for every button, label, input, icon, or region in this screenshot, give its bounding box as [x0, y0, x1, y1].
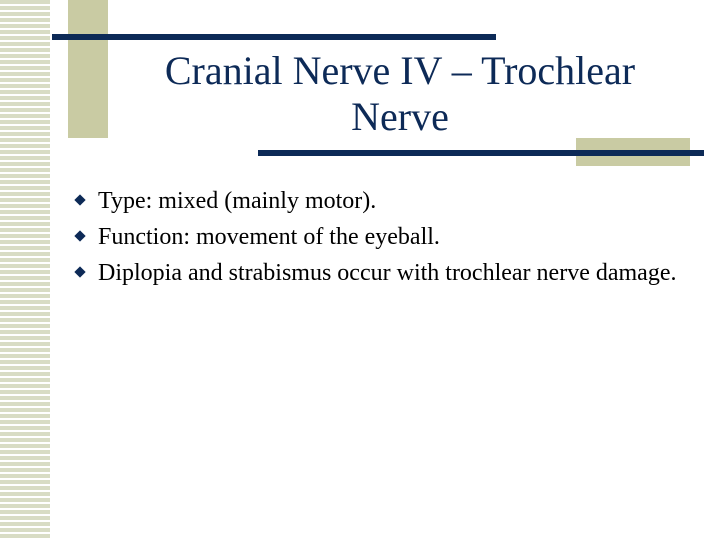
slide-title-line-1: Cranial Nerve IV – Trochlear [164, 48, 636, 93]
title-rule-bottom [258, 150, 704, 156]
bullet-text: Diplopia and strabismus occur with trochlear nerve damage. [98, 260, 677, 286]
bullet-list [72, 186, 692, 294]
list-item [72, 222, 692, 252]
accent-block-top [68, 0, 108, 138]
diamond-bullet-icon [74, 194, 85, 205]
slide-title-line-2: Nerve [351, 94, 449, 139]
slide-title [122, 48, 678, 140]
diamond-bullet-icon [74, 230, 85, 241]
striped-margin [0, 0, 50, 540]
title-rule-top [52, 34, 496, 40]
bullet-text: Type: mixed (mainly motor). [98, 188, 377, 214]
bullet-text: Function: movement of the eyeball. [98, 224, 440, 250]
diamond-bullet-icon [74, 266, 85, 277]
list-item [72, 186, 692, 216]
list-item [72, 258, 692, 288]
